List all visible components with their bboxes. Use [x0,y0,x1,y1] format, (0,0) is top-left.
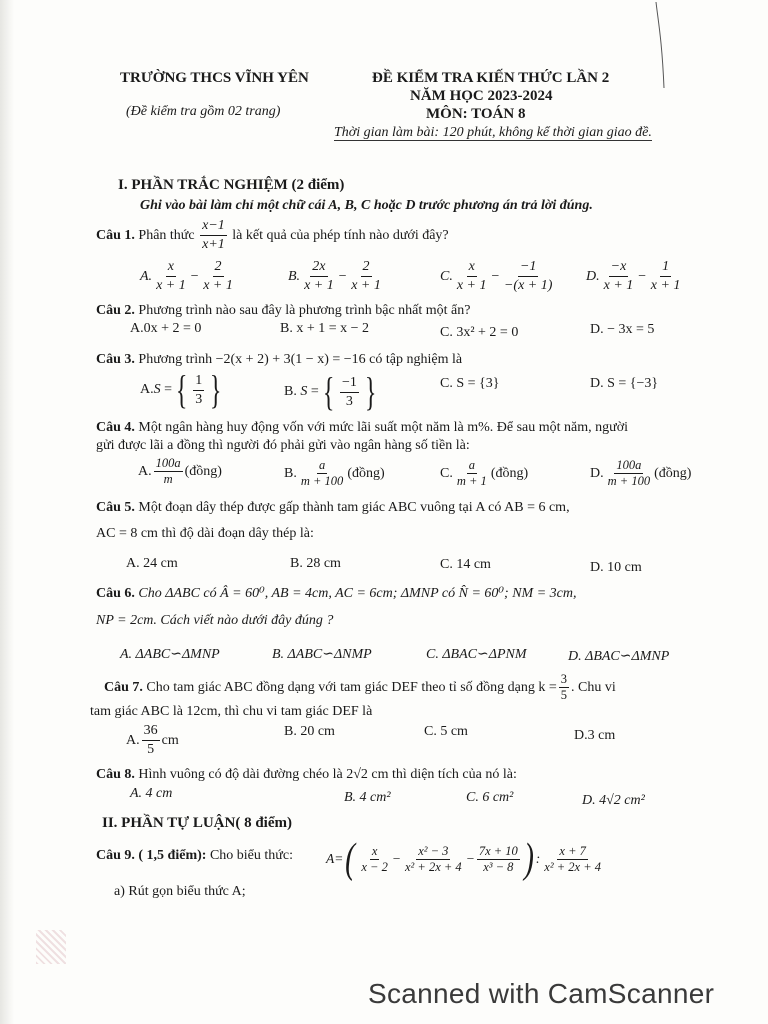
school-year: NĂM HỌC 2023-2024 [410,88,553,104]
q6-option-b: B. ΔABC∽ΔNMP [272,647,372,662]
question-9 [96,848,293,864]
question-6-line1 [96,585,576,602]
q2-option-b: B. x + 1 = x − 2 [280,321,370,336]
q8-option-d: D. 4√2 cm² [582,793,645,808]
part1-instruction: Ghi vào bài làm chỉ một chữ cái A, B, C hoặc D trước phương án trả lời đúng. [140,198,593,213]
part2-heading: II. PHẦN TỰ LUẬN( 8 điểm) [102,815,292,831]
q8-label: Câu 8. [96,767,135,782]
subject: MÔN: TOÁN 8 [426,106,526,122]
q1-fraction: $\frac{x-1}{x+1}$ [202,218,225,252]
q5-option-a: A. 24 cm [126,556,178,571]
q6-option-d: D. ΔBAC∽ΔMNP [568,649,670,664]
q6-text2: NP = 2cm. Cách viết nào dưới đây đúng ? [96,613,334,628]
q3-equation: −2(x + 2) + 3(1 − x) = −16 [215,352,366,367]
q3-option-a: A. S = { $\frac{1}{3}$ } [140,367,222,412]
time-note: Thời gian làm bài: 120 phút, không kể thời gian giao đề. [334,125,652,140]
school-name: TRƯỜNG THCS VĨNH YÊN [120,70,309,86]
q7-ratio: $\frac{3}{5}$ [560,672,568,702]
q2-option-a: A.0x + 2 = 0 [130,321,202,336]
q2-text: Phương trình nào sau đây là phương trình bậc nhất một ẩn? [138,303,471,318]
q6-option-c: C. ΔBAC∽ΔPNM [426,647,527,662]
q3-option-c: C. S = {3} [440,376,500,391]
q7-text2: tam giác ABC là 12cm, thì chu vi tam giác DEF là [90,704,373,719]
q4-option-a: A. $\frac{100a}{m}$ (đồng) [138,456,222,486]
q5-option-b: B. 28 cm [290,556,341,571]
q1-option-c: C. $\frac{x}{x + 1}$ − $\frac{-1}{-(x + 1)}$ [440,259,553,293]
q6-text1: Cho ΔABC có Â = 60⁰, AB = 4cm, AC = 6cm; ΔMNP có N̂ = 60⁰; NM = 3cm, [138,586,577,601]
q4-option-d: D. $\frac{100a}{m + 100}$ (đồng) [590,458,692,488]
q4-text2: gửi được lãi a đồng thì người đó phải gửi vào ngân hàng số tiền là: [96,438,470,453]
q7-option-c: C. 5 cm [424,724,468,739]
q8-option-a: A. 4 cm [130,786,173,801]
q8-text: Hình vuông có độ dài đường chéo là 2√2 cm thì diện tích của nó là: [138,767,517,782]
q9-part-a: a) Rút gọn biểu thức A; [114,884,246,899]
part1-heading: I. PHẦN TRẮC NGHIỆM (2 điểm) [118,177,345,193]
q3-option-d: D. S = {−3} [590,376,659,391]
q4-text1: Một ngân hàng huy động vốn với mức lãi suất một năm là m%. Để sau một năm, người [138,420,628,435]
q1-label: Câu 1. [96,227,135,243]
q5-option-d: D. 10 cm [590,560,642,575]
q1-option-a: A. $\frac{x}{x + 1}$ − $\frac{2}{x + 1}$ [140,259,233,293]
question-4-line1 [96,420,628,436]
q2-option-d: D. − 3x = 5 [590,322,655,337]
question-7-line1 [104,672,616,703]
exam-title: ĐỀ KIỂM TRA KIẾN THỨC LẦN 2 [372,70,610,86]
q7-label: Câu 7. [104,679,143,695]
q8-option-c: C. 6 cm² [466,790,514,805]
q1-text-a: Phân thức [138,227,195,243]
q6-label: Câu 6. [96,586,135,601]
q4-option-b: B. $\frac{a}{m + 100}$ (đồng) [284,458,385,488]
q5-text1: Một đoạn dây thép được gấp thành tam giác ABC vuông tại A có AB = 6 cm, [138,500,570,515]
q9-expression: A= ( $\frac{x}{x - 2}$ − $\frac{\text{x² − 3}}{\text{x² + 2x + 4}}$ − $\frac{7x + 10}{\text{x³ − 8}}$ ) : $\frac{x + 7}{\text{x² + 2x + 4}}$ [326,836,602,882]
pages-note: (Đề kiểm tra gồm 02 trang) [126,104,281,119]
q7-text1b: . Chu vi [571,679,616,695]
q3-label: Câu 3. [96,352,135,367]
q4-label: Câu 4. [96,420,135,435]
q5-text2: AC = 8 cm thì độ dài đoạn dây thép là: [96,526,314,541]
question-5-line1 [96,500,570,516]
q7-text1: Cho tam giác ABC đồng dạng với tam giác DEF theo tỉ số đồng dạng k = [146,679,557,695]
q5-option-c: C. 14 cm [440,557,491,572]
q1-text-b: là kết quả của phép tính nào dưới đây? [232,227,449,243]
q9-label: Câu 9. ( 1,5 điểm): [96,848,207,863]
q7-option-b: B. 20 cm [284,724,335,739]
q7-option-a: A. $\frac{36}{5}$ cm [126,723,179,757]
question-3 [96,352,462,368]
question-2 [96,303,471,319]
q2-label: Câu 2. [96,303,135,318]
q3-option-b: B. S = { $\frac{-1}{3}$ } [284,369,377,414]
q6-option-a: A. ΔABC∽ΔMNP [120,647,220,662]
question-8 [96,767,517,783]
q5-label: Câu 5. [96,500,135,515]
question-1 [96,217,449,254]
camscanner-watermark: Scanned with CamScanner [368,978,715,1009]
q7-option-d: D.3 cm [574,728,616,743]
paper-crease [652,0,668,90]
page-edge-shadow [0,0,14,1024]
q8-option-b: B. 4 cm² [344,790,391,805]
q3-text-b: có tập nghiệm là [369,352,463,367]
q2-option-c: C. 3x² + 2 = 0 [440,325,519,340]
q3-text-a: Phương trình [138,352,213,367]
q4-option-c: C. $\frac{a}{m + 1}$ (đồng) [440,458,529,488]
q1-option-d: D. $\frac{-x}{x + 1}$ − $\frac{1}{x + 1}$ [586,259,681,293]
q9-text: Cho biểu thức: [209,848,293,863]
scan-artifact [36,930,66,964]
q1-option-b: B. $\frac{2x}{x + 1}$ − $\frac{2}{x + 1}$ [288,259,381,293]
